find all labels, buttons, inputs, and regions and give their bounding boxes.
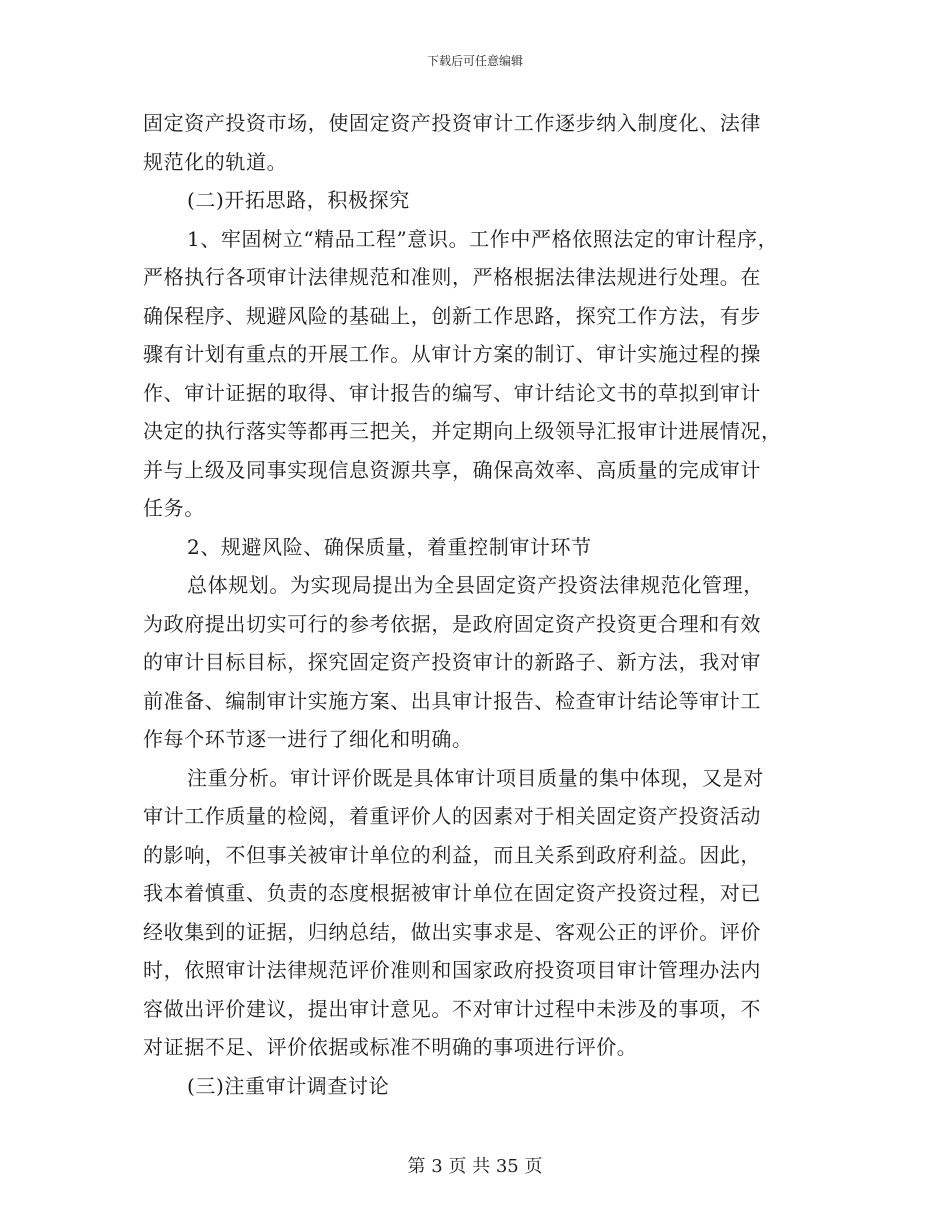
body-line: 容做出评价建议，提出审计意见。不对审计过程中未涉及的事项，不	[143, 996, 761, 1021]
body-line: 审计工作质量的检阅，着重评价人的因素对于相关固定资产投资活动	[143, 804, 761, 828]
body-line: 我本着慎重、负责的态度根据被审计单位在固定资产投资过程，对已	[143, 881, 761, 905]
body-line: 时，依照审计法律规范评价准则和国家政府投资项目审计管理办法内	[143, 958, 761, 982]
body-line: 的审计目标目标，探究固定资产投资审计的新路子、新方法，我对审	[143, 650, 761, 674]
body-line: 作、审计证据的取得、审计报告的编写、审计结论文书的草拟到审计	[143, 380, 761, 405]
body-line: 经收集到的证据，归纳总结，做出实事求是、客观公正的评价。评价	[143, 919, 761, 944]
body-line: 对证据不足、评价依据或标准不明确的事项进行评价。	[143, 1035, 638, 1059]
body-line: 前准备、编制审计实施方案、出具审计报告、检查审计结论等审计工	[143, 688, 761, 713]
body-line: 决定的执行落实等都再三把关，并定期向上级领导汇报审计进展情况，	[143, 419, 782, 443]
body-line: 严格执行各项审计法律规范和准则，严格根据法律法规进行处理。在	[143, 265, 761, 289]
body-line: 为政府提出切实可行的参考依据，是政府固定资产投资更合理和有效	[143, 611, 761, 636]
body-line: 的影响，不但事关被审计单位的利益，而且关系到政府利益。因此，	[143, 842, 761, 867]
subsection-heading: 2、规避风险、确保质量，着重控制审计环节	[187, 534, 592, 559]
body-line: 任务。	[143, 496, 205, 520]
body-line: 注重分析。审计评价既是具体审计项目质量的集中体现，又是对	[187, 765, 764, 790]
body-line: 作每个环节逐一进行了细化和明确。	[143, 727, 473, 751]
body-line: 骤有计划有重点的开展工作。从审计方案的制订、审计实施过程的操	[143, 342, 761, 366]
page-header: 下载后可任意编辑	[426, 54, 523, 68]
document-body	[143, 104, 813, 1105]
body-line: 1、牢固树立“精品工程”意识。工作中严格依照法定的审计程序，	[187, 226, 779, 251]
body-line: 并与上级及同事实现信息资源共享，确保高效率、高质量的完成审计	[143, 457, 761, 482]
section-heading: (二)开拓思路，积极探究	[187, 188, 410, 212]
body-line: 总体规划。为实现局提出为全县固定资产投资法律规范化管理，	[187, 573, 764, 597]
body-line: 规范化的轨道。	[143, 149, 288, 174]
body-line: 固定资产投资市场，使固定资产投资审计工作逐步纳入制度化、法律	[143, 111, 761, 135]
page-number-footer: 第 3 页 共 35 页	[407, 1156, 543, 1177]
body-line: 确保程序、规避风险的基础上，创新工作思路，探究工作方法，有步	[143, 303, 761, 328]
section-heading: (三)注重审计调查讨论	[187, 1073, 390, 1098]
